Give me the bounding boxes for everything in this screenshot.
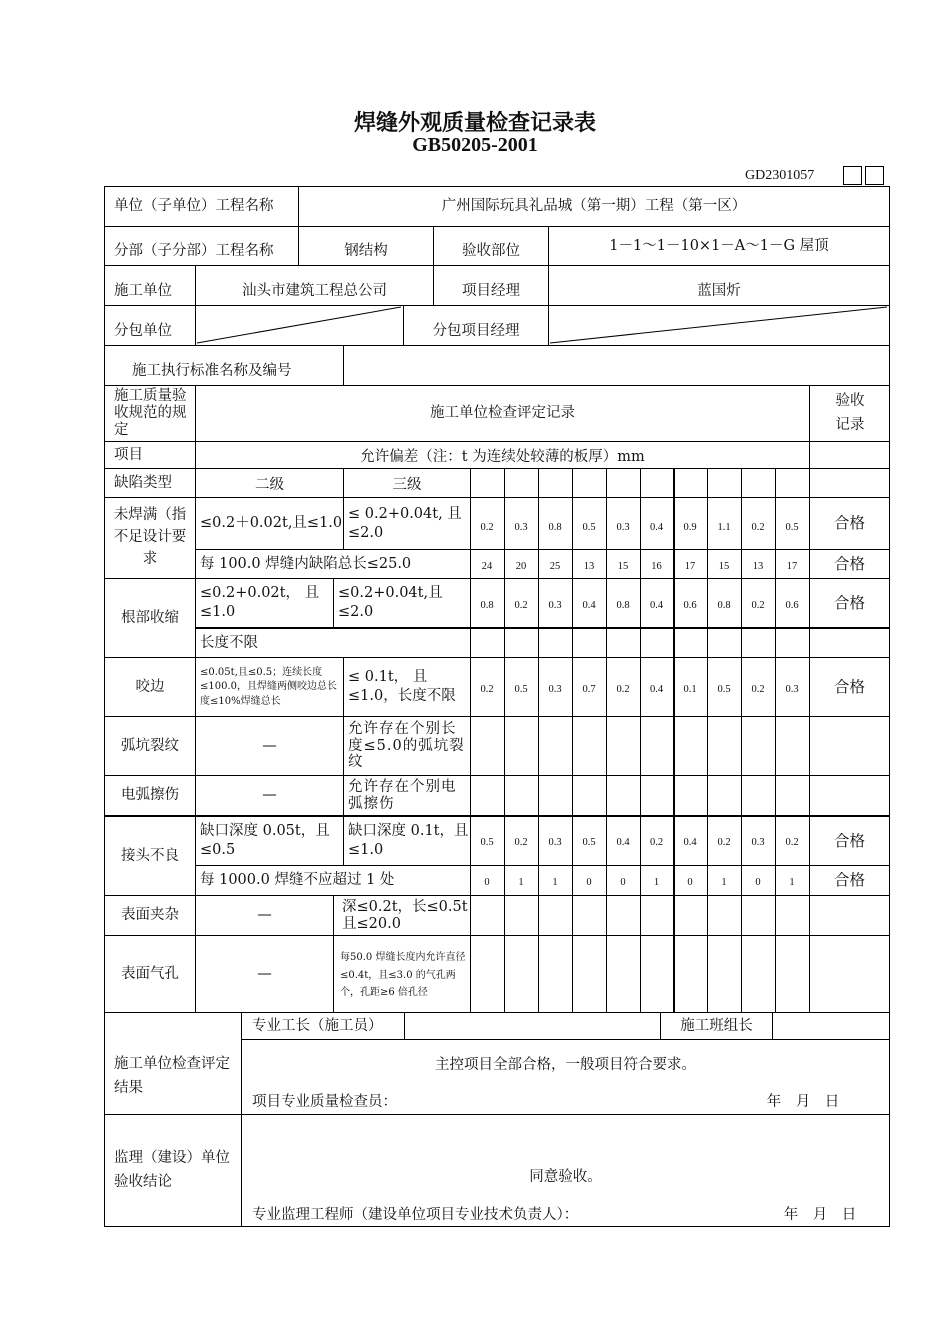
poor-joint-count-result: 合格: [833, 871, 865, 890]
document-code: GD2301057: [745, 168, 815, 183]
measurement-cell: 0.4: [616, 837, 630, 848]
measurement-cell: 13: [583, 561, 595, 572]
arc-strike-grade3: 允许存在个别电弧擦伤: [348, 778, 457, 812]
record-label: 施工单位检查评定记录: [430, 405, 575, 422]
unit-project-value: 广州国际玩具礼品城（第一期）工程（第一区）: [441, 198, 747, 215]
measurement-cell: 1: [789, 877, 795, 888]
measurement-cell: 0.3: [548, 684, 562, 695]
measurement-cell: 0.2: [751, 684, 765, 695]
sub-project-manager-label: 分包项目经理: [432, 322, 520, 339]
root-shrinkage-result: 合格: [833, 593, 865, 612]
surface-porosity-grade3: 每50.0 焊缝长度内允许直径≤0.4t，且≤3.0 的气孔两个，孔距≥6 倍孔径: [340, 952, 466, 999]
contractor-value: 汕头市建筑工程总公司: [242, 282, 387, 299]
measurement-cell: 0.4: [649, 522, 664, 533]
measurement-cell: 1: [653, 877, 660, 888]
undercut-result: 合格: [833, 677, 865, 696]
defect-undercut-label: 咬边: [135, 678, 165, 695]
measurement-cell: 0.8: [480, 600, 494, 611]
underfill-length-result: 合格: [833, 554, 865, 573]
standard-code: GB50205-2001: [412, 134, 538, 156]
measurement-cell: 0.6: [683, 600, 697, 611]
undercut-grade2: ≤0.05t,且≤0.5；连续长度≤100.0，且焊缝两侧咬边总长度≤10%焊缝总长: [200, 666, 338, 707]
defect-root-shrinkage-label: 根部收缩: [121, 609, 179, 626]
poor-joint-grade2: 缺口深度 0.05t，且≤0.5: [200, 823, 330, 858]
surface-inclusion-grade3: 深≤0.2t，长≤0.5t 且≤20.0: [342, 898, 468, 932]
grade-3-label: 三级: [392, 476, 422, 493]
arc-strike-grade2: —: [262, 787, 277, 804]
measurement-cell: 0.8: [548, 522, 562, 533]
underfill-length-rule: 每 100.0 焊缝内缺陷总长≤25.0: [200, 555, 412, 572]
poor-joint-result: 合格: [833, 831, 865, 850]
sub-project-label: 分部（子分部）工程名称: [114, 243, 274, 260]
measurement-cell: 0.3: [514, 522, 528, 533]
defect-crater-crack-label: 弧坑裂纹: [121, 737, 179, 754]
project-manager-value: 蓝国炘: [697, 282, 741, 299]
grade-2-label: 二级: [255, 476, 284, 493]
measurement-cell: 0.5: [480, 837, 494, 848]
measurement-cell: 13: [752, 561, 764, 572]
tolerance-label: 允许偏差（注：t 为连续处较薄的板厚）mm: [360, 448, 645, 465]
measurement-cell: 25: [549, 561, 561, 572]
measurement-cell: 0.2: [717, 837, 731, 848]
measurement-cell: 0.8: [717, 600, 731, 611]
unit-project-label: 单位（子单位）工程名称: [114, 198, 274, 215]
root-shrinkage-grade2: ≤0.2+0.02t， 且≤1.0: [200, 585, 320, 620]
check-result-label: 施工单位检查评定结果: [114, 1056, 230, 1096]
measurement-cell: 0.3: [616, 522, 630, 533]
measurement-cell: 1: [721, 877, 727, 888]
measurement-cell: 0.5: [582, 522, 596, 533]
defect-underfill-label: 未焊满（指不足设计要求: [113, 507, 187, 567]
measurement-cell: 0.4: [649, 684, 664, 695]
measurement-cell: 20: [515, 561, 527, 572]
surface-inclusion-grade2: —: [257, 907, 272, 924]
acceptance-label: 验收记录: [835, 393, 865, 433]
measurement-cell: 0: [755, 877, 761, 888]
measurement-cell: 0: [687, 877, 693, 888]
crater-crack-grade2: —: [262, 737, 277, 754]
defect-poor-joint-label: 接头不良: [121, 847, 179, 864]
measurement-cell: 1: [552, 877, 558, 888]
defect-surface-porosity-label: 表面气孔: [121, 965, 179, 982]
contractor-label: 施工单位: [114, 282, 172, 299]
measurement-cell: 0.2: [751, 522, 765, 533]
crater-crack-grade3: 允许存在个别长度≤5.0的弧坑裂纹: [348, 720, 465, 771]
measurement-cell: 0.2: [480, 522, 494, 533]
measurement-cell: 0: [586, 877, 592, 888]
measurement-cell: 0.2: [751, 600, 765, 611]
quality-inspector-label: 项目专业质量检查员：: [252, 1093, 397, 1110]
measurement-cell: 0: [620, 877, 626, 888]
poor-joint-grade3: 缺口深度 0.1t，且≤1.0: [348, 823, 469, 858]
measurement-cell: 0.2: [480, 684, 494, 695]
measurement-cell: 24: [481, 561, 493, 572]
surface-porosity-grade2: —: [257, 965, 272, 982]
item-label: 项目: [114, 446, 143, 463]
poor-joint-count-rule: 每 1000.0 焊缝不应超过 1 处: [200, 872, 395, 889]
form-title: 焊缝外观质量检查记录表: [353, 110, 596, 136]
measurement-cell: 0.5: [582, 837, 596, 848]
supervising-engineer-label: 专业监理工程师（建设单位项目专业技术负责人）：: [252, 1206, 579, 1223]
measurement-cell: 0.4: [582, 600, 596, 611]
acceptance-part-label: 验收部位: [462, 243, 520, 260]
measurement-cell: 0: [484, 877, 490, 888]
measurement-cell: 1.1: [717, 522, 731, 533]
measurement-cell: 17: [684, 561, 696, 572]
acceptance-part-value: 1－1～1－10×1－A～1－G 屋顶: [609, 237, 829, 254]
sub-project-value: 钢结构: [344, 243, 388, 260]
measurement-cell: 0.1: [683, 684, 697, 695]
measurement-cell: 16: [651, 561, 662, 572]
measurement-cell: 0.4: [683, 837, 697, 848]
measurement-cell: 0.6: [785, 600, 799, 611]
supervision-text: 同意验收。: [529, 1168, 602, 1185]
measurement-cell: 0.3: [751, 837, 765, 848]
check-result-text: 主控项目全部合格，一般项目符合要求。: [435, 1056, 696, 1073]
measurement-cell: 1: [518, 877, 524, 888]
undercut-grade3: ≤ 0.1t， 且 ≤1.0，长度不限: [348, 669, 456, 704]
measurement-cell: 17: [786, 561, 798, 572]
measurement-cell: 0.5: [785, 522, 799, 533]
measurement-cell: 0.3: [785, 684, 799, 695]
measurement-cell: 0.8: [616, 600, 630, 611]
underfill-grade3: ≤ 0.2+0.04t, 且≤2.0: [348, 505, 462, 541]
measurement-cell: 0.2: [514, 837, 528, 848]
measurement-cell: 0.4: [649, 600, 664, 611]
foreman-label: 专业工长（施工员）: [252, 1017, 383, 1034]
measurement-cell: 0.5: [717, 684, 731, 695]
measurement-cell: 15: [617, 561, 629, 572]
defect-arc-strike-label: 电弧擦伤: [121, 787, 179, 804]
measurement-cell: 0.2: [649, 837, 664, 848]
measurement-cell: 0.7: [582, 684, 596, 695]
measurement-cell: 15: [718, 561, 730, 572]
underfill-result: 合格: [833, 514, 865, 533]
measurement-cell: 0.2: [785, 837, 799, 848]
measurement-cell: 0.2: [514, 600, 528, 611]
check-date: 年 月 日: [766, 1093, 840, 1110]
team-leader-label: 施工班组长: [680, 1017, 753, 1034]
spec-label: 施工质量验收规范的规定: [114, 388, 187, 438]
standard-name-label: 施工执行标准名称及编号: [132, 362, 292, 379]
measurement-cell: 0.5: [514, 684, 528, 695]
defect-type-label: 缺陷类型: [114, 474, 172, 491]
root-shrinkage-grade3: ≤0.2+0.04t,且≤2.0: [338, 585, 443, 620]
supervision-date: 年 月 日: [783, 1206, 857, 1223]
measurement-cell: 0.2: [616, 684, 630, 695]
project-manager-label: 项目经理: [462, 282, 520, 299]
subcontractor-label: 分包单位: [114, 322, 172, 339]
root-shrinkage-length-rule: 长度不限: [200, 634, 258, 651]
supervision-label: 监理（建设）单位验收结论: [114, 1150, 230, 1190]
defect-surface-inclusion-label: 表面夹杂: [121, 907, 179, 924]
measurement-cell: 0.3: [548, 837, 562, 848]
measurement-cell: 0.3: [548, 600, 562, 611]
measurement-cell: 0.9: [683, 522, 697, 533]
underfill-grade2: ≤0.2＋0.02t,且≤1.0: [200, 515, 343, 532]
